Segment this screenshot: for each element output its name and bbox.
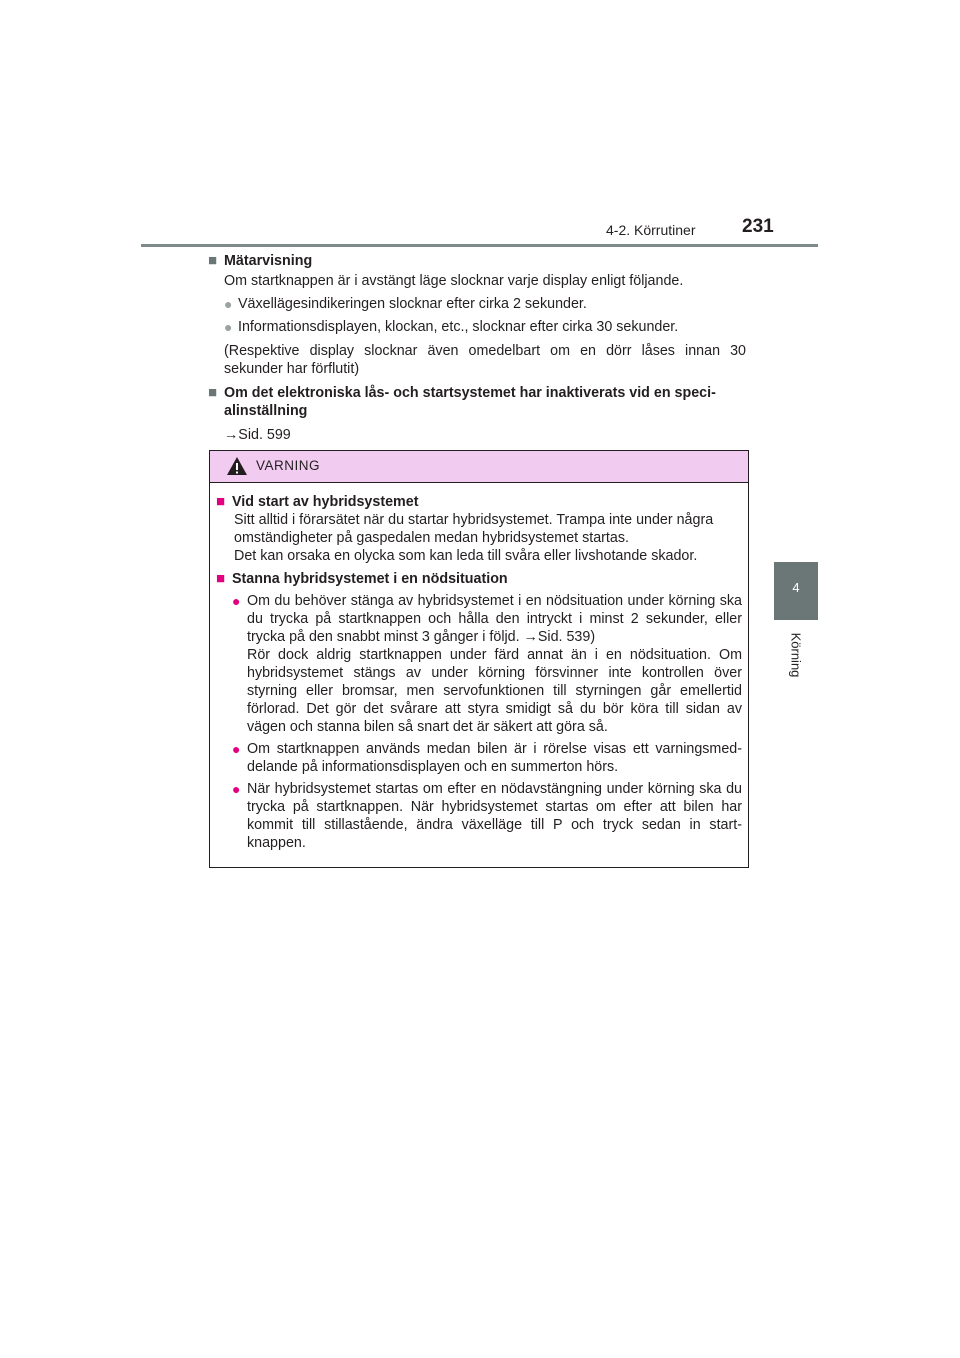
section-heading: ■ Mätarvisning (208, 252, 313, 269)
list-item: ● Växellägesindikeringen slocknar efter cirka 2 sekunder. (224, 296, 587, 312)
chapter-number: 4 (792, 580, 800, 595)
warning-paragraph: Sitt alltid i förarsätet när du startar hybridsystemet. Trampa inte under några omständigheter på gaspedalen medan hybridsystemet startas. (234, 512, 714, 546)
warning-header (210, 451, 748, 483)
warning-section-heading: ■ Stanna hybridsystemet i en nödsituation (216, 570, 508, 587)
warning-list-item: ● Om du behöver stänga av hybridsystemet i en nödsituation under körning ska du trycka på startknappen och hålla den intryckt i minst 2 sekunder, eller trycka på den snabbt minst 3 gånger i följd. →Sid. 539) Rör dock aldrig startknappen under färd annat än i en nödsituation. Om hybridsystemet stängs av under körning försvinner inte kontrollen över styrning eller bromsar, men servofunktionen till styrningen går emellertid förlorad. Det gör det svårare att styra smidigt så du bör köra till sidan av vägen och stanna bilen så snart det är säkert att göra så. (232, 593, 742, 735)
main-content (208, 252, 746, 444)
section-intro: Om startknappen är i avstängt läge slocknar varje display enligt följande. (224, 273, 684, 289)
page-number: 231 (742, 216, 774, 237)
warning-triangle-icon (226, 456, 248, 481)
warning-list-item: ● När hybridsystemet startas om efter en nödavstängning under körning ska du trycka på startknappen. När hybridsystemet startas om efter att bilen har kommit till stillastående, ändra växelläge till P och tryck sedan in start-knappen. (232, 781, 742, 851)
section-heading: ■ Om det elektroniska lås- och startsystemet har inaktiverats vid en speci-alinställning (208, 384, 716, 419)
circle-bullet-icon: ● (232, 593, 241, 609)
section-title: 4-2. Körrutiner (606, 222, 696, 238)
warning-box (209, 450, 749, 868)
square-bullet-icon: ■ (208, 384, 218, 401)
warning-body (216, 493, 742, 852)
circle-bullet-icon: ● (232, 781, 241, 797)
chapter-label: Körning (788, 632, 804, 678)
section-note: (Respektive display slocknar även omedelbart om en dörr låses innan 30 sekunder har förflutit) (224, 343, 746, 377)
square-bullet-icon: ■ (208, 252, 218, 269)
warning-list-item: ● Om startknappen används medan bilen är i rörelse visas ett varningsmed-delande på informationsdisplayen och en summerton hörs. (232, 741, 742, 775)
page-reference: →Sid. 599 (224, 427, 291, 443)
warning-section-heading: ■ Vid start av hybridsystemet (216, 493, 419, 510)
square-bullet-icon: ■ (216, 493, 226, 510)
list-item: ● Informationsdisplayen, klockan, etc., slocknar efter cirka 30 sekunder. (224, 319, 679, 335)
circle-bullet-icon: ● (224, 319, 233, 335)
square-bullet-icon: ■ (216, 570, 226, 587)
header-divider (141, 244, 818, 247)
circle-bullet-icon: ● (232, 741, 241, 757)
circle-bullet-icon: ● (224, 296, 233, 312)
warning-title: VARNING (256, 458, 321, 473)
warning-paragraph: Det kan orsaka en olycka som kan leda till svåra eller livshotande skador. (234, 548, 698, 564)
chapter-tab (774, 562, 818, 620)
